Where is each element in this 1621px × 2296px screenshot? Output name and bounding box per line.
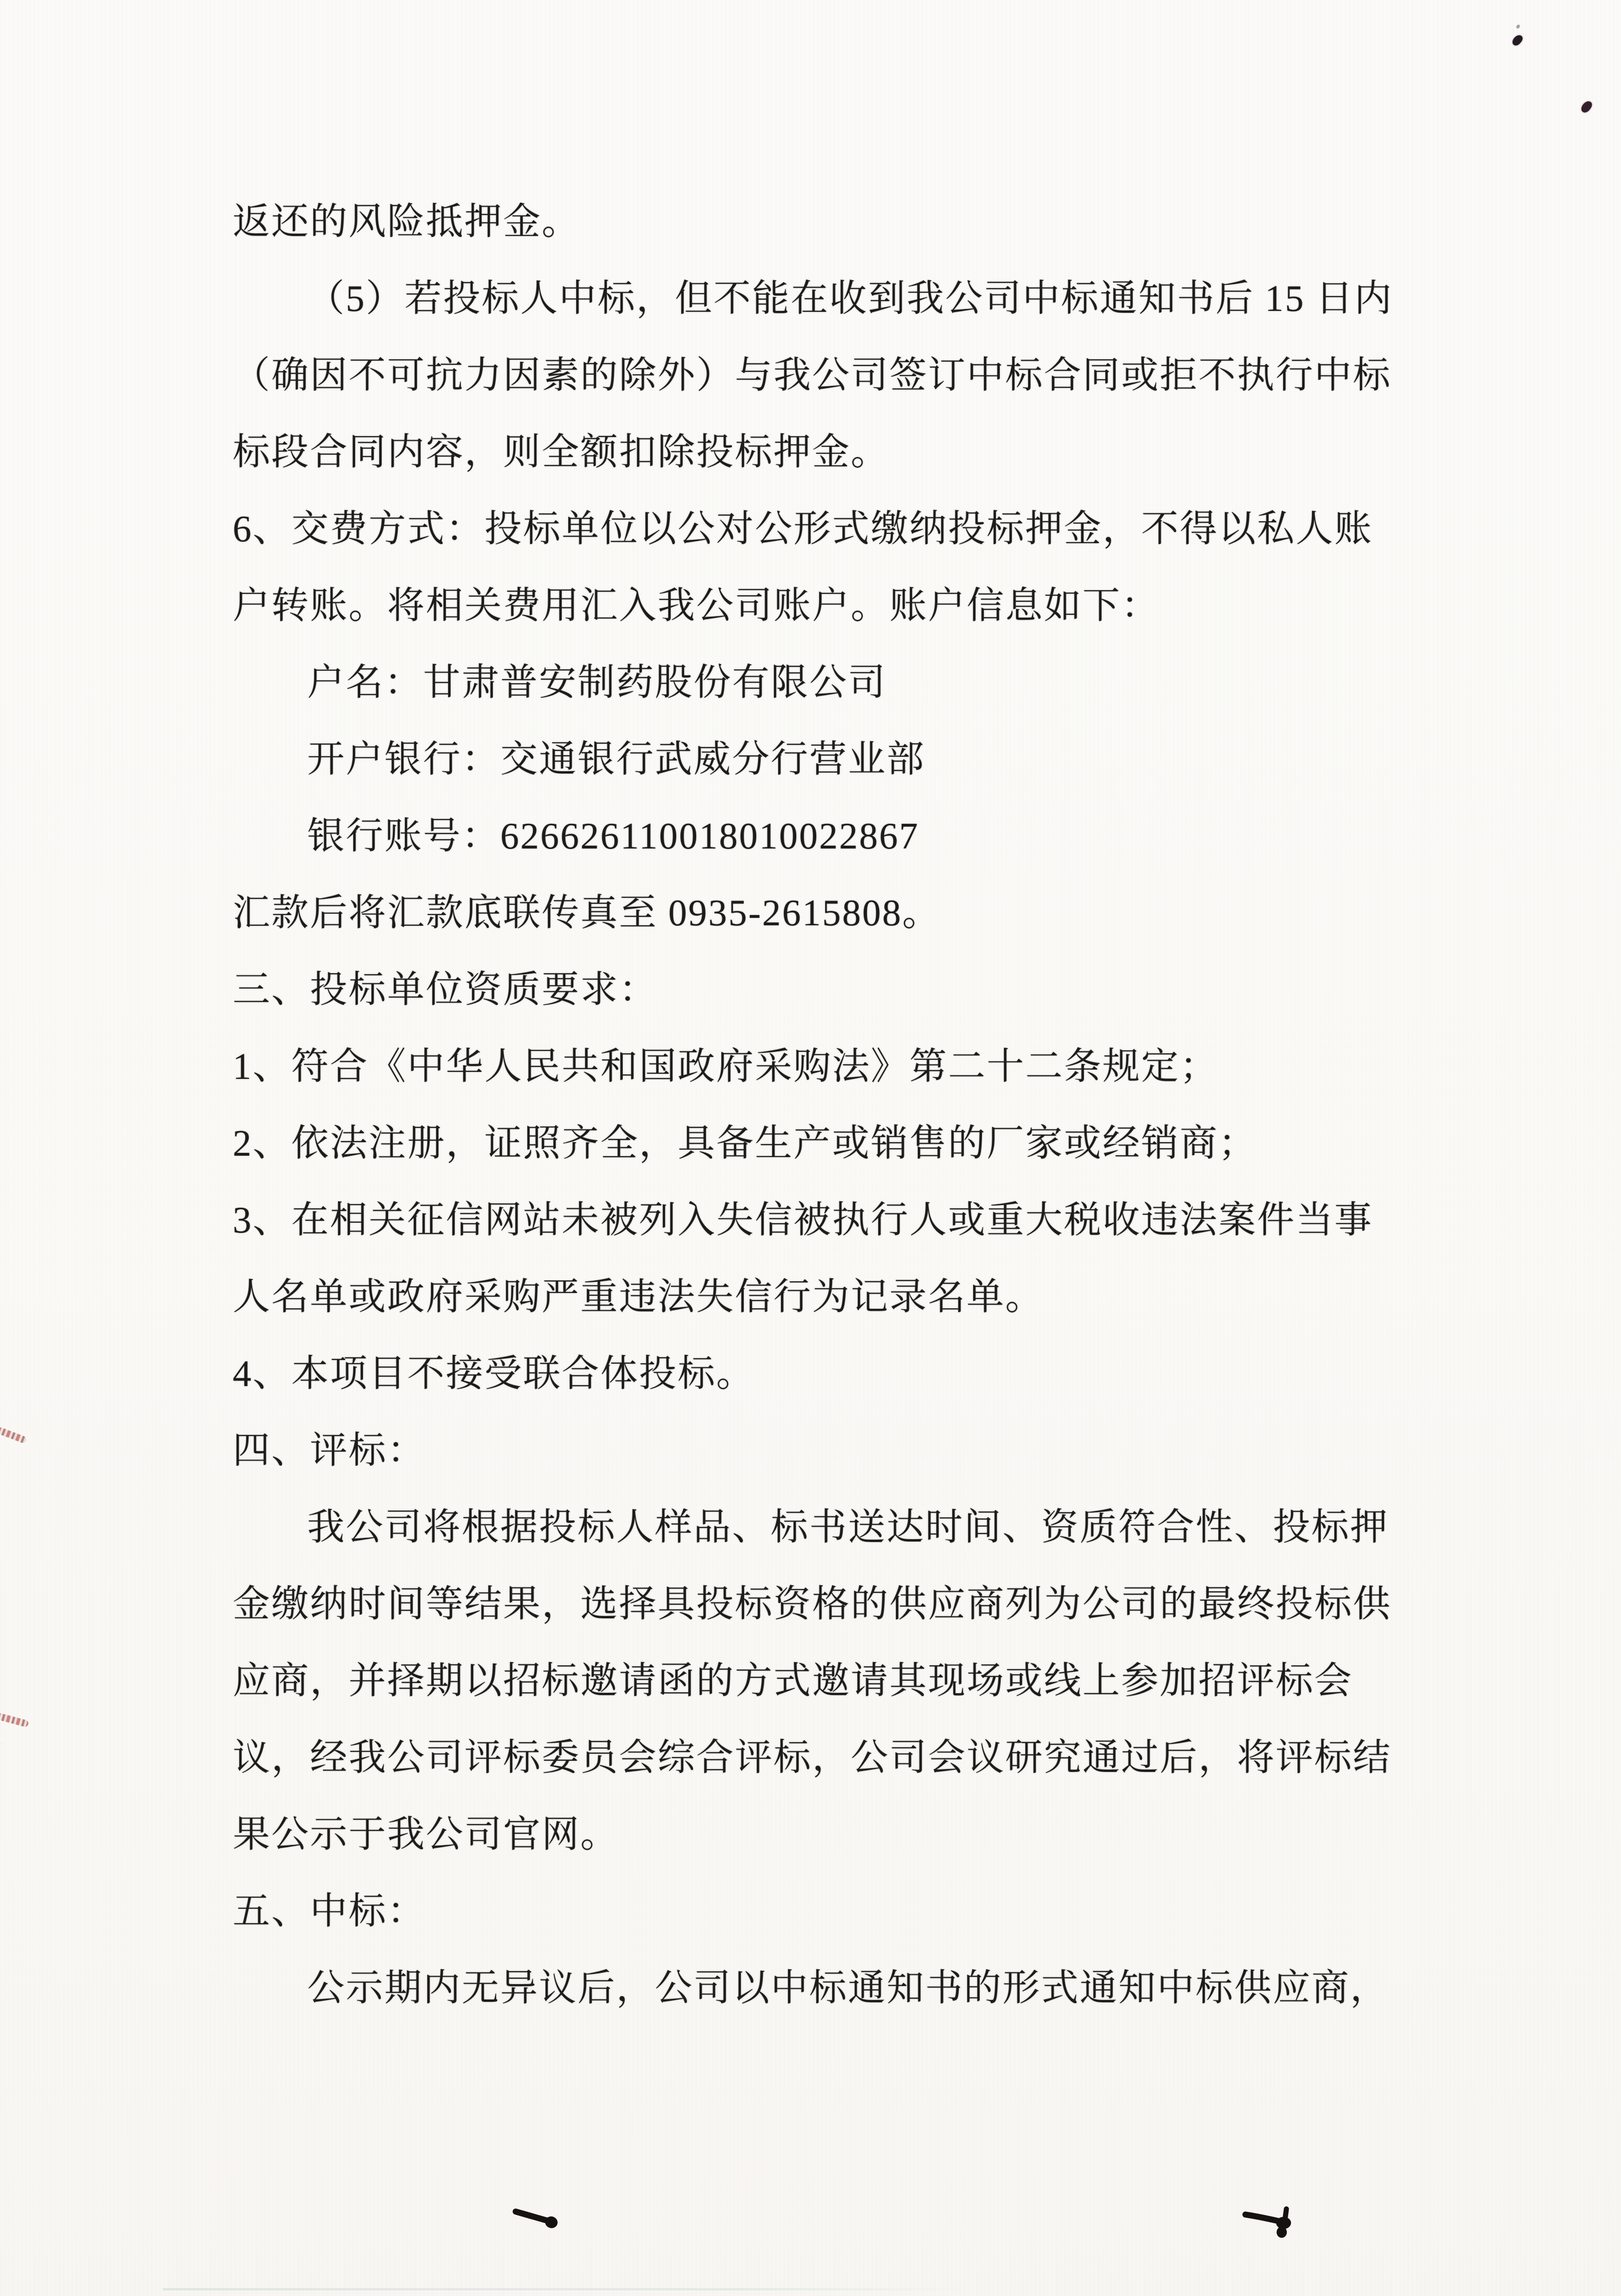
text-line: 应商，并择期以招标邀请函的方式邀请其现场或线上参加招评标会 — [233, 1661, 1353, 1702]
text-line: 户名：甘肃普安制药股份有限公司 — [307, 662, 887, 703]
text-line: 标段合同内容，则全额扣除投标押金。 — [233, 432, 889, 473]
text-line: 户转账。将相关费用汇入我公司账户。账户信息如下： — [233, 586, 1160, 626]
text-line: 金缴纳时间等结果，选择具投标资格的供应商列为公司的最终投标供 — [233, 1584, 1392, 1625]
ink-speck-top-right-1 — [1511, 33, 1524, 47]
red-pen-smudge-left-1 — [0, 1427, 27, 1444]
text-line: 3、在相关征信网站未被列入失信被执行人或重大税收违法案件当事 — [233, 1200, 1373, 1241]
scanner-noise-line — [163, 2288, 982, 2290]
text-line: 人名单或政府采购严重违法失信行为记录名单。 — [233, 1277, 1044, 1318]
red-pen-smudge-left-2 — [0, 1712, 29, 1728]
text-line: 五、中标： — [233, 1891, 426, 1932]
text-line: 议，经我公司评标委员会综合评标，公司会议研究通过后，将评标结 — [233, 1737, 1392, 1778]
text-line: 公示期内无异议后，公司以中标通知书的形式通知中标供应商， — [307, 1968, 1389, 2009]
text-line: 4、本项目不接受联合体投标。 — [233, 1353, 755, 1394]
ink-speck-top-right-2 — [1580, 99, 1594, 114]
text-line: 开户银行：交通银行武威分行营业部 — [307, 739, 925, 780]
text-line: 四、评标： — [233, 1430, 426, 1471]
text-line: 银行账号：626626110018010022867 — [307, 816, 920, 857]
text-line: 1、符合《中华人民共和国政府采购法》第二十二条规定； — [233, 1046, 1218, 1087]
text-line: 2、依法注册，证照齐全，具备生产或销售的厂家或经销商； — [233, 1123, 1257, 1164]
text-line: 三、投标单位资质要求： — [233, 970, 658, 1010]
text-line: （确因不可抗力因素的除外）与我公司签订中标合同或拒不执行中标 — [233, 355, 1392, 396]
text-line: （5）若投标人中标，但不能在收到我公司中标通知书后 15 日内 — [307, 278, 1393, 319]
text-line: 6、交费方式：投标单位以公对公形式缴纳投标押金，不得以私人账 — [233, 509, 1373, 550]
pen-stroke-bottom-right — [1242, 2202, 1307, 2249]
document-text — [233, 184, 1406, 2027]
text-line: 我公司将根据投标人样品、标书送达时间、资质符合性、投标押 — [307, 1507, 1389, 1548]
text-line: 返还的风险抵押金。 — [233, 202, 580, 242]
pen-stroke-bottom-left — [512, 2208, 555, 2226]
text-line: 汇款后将汇款底联传真至 0935-2615808。 — [233, 893, 941, 934]
text-line: 果公示于我公司官网。 — [233, 1814, 619, 1855]
